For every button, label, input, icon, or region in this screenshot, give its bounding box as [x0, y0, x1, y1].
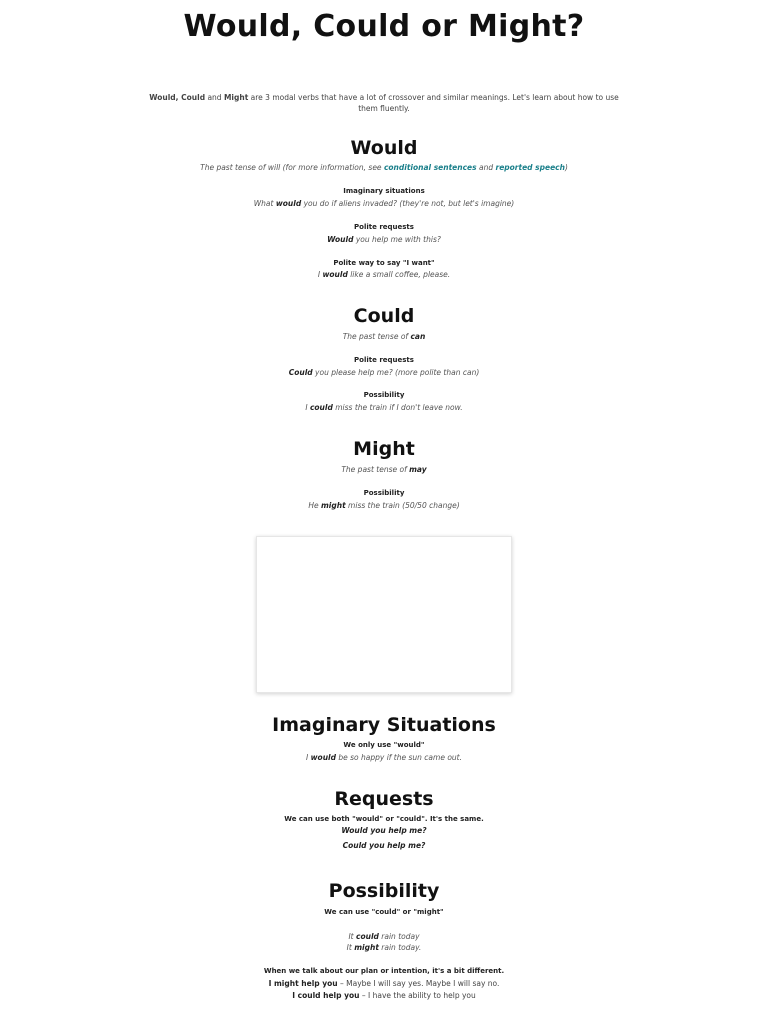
use-label: Possibility: [363, 391, 405, 399]
use-label: We can use "could" or "might": [324, 908, 444, 916]
ex-keyword: Would: [327, 235, 354, 244]
section-heading-requests: Requests: [334, 788, 434, 810]
example-sentence: [0, 501, 768, 510]
ex-keyword: I could help you: [292, 991, 360, 1000]
example-sentence: [0, 991, 768, 1000]
def-text: The past tense of: [341, 465, 410, 474]
section-heading-might: Might: [353, 438, 415, 460]
ex-text: miss the train (50/50 change): [345, 501, 460, 510]
intro-word-would: Would: [149, 93, 176, 102]
example-sentence: [0, 979, 768, 988]
ex-keyword: I might help you: [268, 979, 338, 988]
def-text: and: [476, 163, 496, 172]
intention-note: When we talk about our plan or intention, it's a bit different.: [263, 967, 505, 975]
ex-text: – Maybe I will say yes. Maybe I will say no.: [337, 979, 500, 988]
section-heading-would: Would: [350, 137, 418, 159]
ex-text: you help me with this?: [353, 235, 441, 244]
use-label: We can use both "would" or "could". It's the same.: [284, 815, 484, 823]
example-sentence: [0, 403, 768, 412]
ex-keyword: could: [309, 403, 333, 412]
would-definition: [0, 163, 768, 172]
use-label: Polite way to say "I want": [333, 259, 435, 267]
ex-text: It: [348, 932, 357, 941]
intro-paragraph: [144, 92, 624, 114]
ex-text: miss the train if I don't leave now.: [332, 403, 463, 412]
use-label: Polite requests: [354, 356, 414, 364]
would-heading-wrap: [0, 138, 768, 158]
ex-keyword: would: [275, 199, 302, 208]
use-label: We only use "would": [343, 741, 425, 749]
ex-text: be so happy if the sun came out.: [335, 753, 462, 762]
section-heading-could: Could: [353, 305, 415, 327]
use-label: Polite requests: [354, 223, 414, 231]
def-keyword: may: [409, 465, 427, 474]
reported-speech-link[interactable]: reported speech: [495, 163, 565, 172]
ex-text: like a small coffee, please.: [347, 270, 451, 279]
ex-text: rain today.: [378, 943, 422, 952]
example-sentence: [0, 270, 768, 279]
ex-keyword: Could: [288, 368, 313, 377]
def-text: ): [564, 163, 568, 172]
intro-sep: ,: [175, 93, 182, 102]
possibility-heading-wrap: [0, 880, 768, 902]
intro-text: are 3 modal verbs that have a lot of crossover and similar meanings. Let's learn about how to use them fluently.: [248, 93, 619, 113]
intro-sep: and: [205, 93, 224, 102]
ex-text: rain today: [378, 932, 420, 941]
might-heading-wrap: [0, 439, 768, 459]
ex-text: He: [308, 501, 321, 510]
ex-text: It: [346, 943, 355, 952]
example-sentence: [0, 368, 768, 377]
example-sentence: Would you help me?: [341, 826, 427, 835]
example-sentence: [0, 943, 768, 952]
could-definition: [0, 332, 768, 341]
ex-keyword: might: [320, 501, 346, 510]
conditional-sentences-link[interactable]: conditional sentences: [383, 163, 477, 172]
def-text: The past tense of: [342, 332, 411, 341]
ex-text: I: [305, 403, 310, 412]
embedded-video-frame[interactable]: [256, 536, 512, 693]
ex-keyword: could: [356, 932, 379, 941]
example-sentence: Could you help me?: [342, 841, 426, 850]
example-sentence: [0, 753, 768, 762]
section-heading-imaginary-situations: Imaginary Situations: [272, 714, 496, 736]
might-definition: [0, 465, 768, 474]
could-heading-wrap: [0, 306, 768, 326]
imaginary-heading-wrap: [0, 714, 768, 736]
ex-text: I: [317, 270, 323, 279]
use-label: Imaginary situations: [343, 187, 425, 195]
ex-keyword: would: [322, 270, 348, 279]
intro-word-could: Could: [181, 93, 206, 102]
intro-word-might: Might: [223, 93, 249, 102]
example-sentence: [0, 199, 768, 208]
requests-heading-wrap: [0, 788, 768, 810]
ex-text: you please help me? (more polite than can): [312, 368, 480, 377]
def-keyword: can: [410, 332, 426, 341]
ex-keyword: would: [310, 753, 336, 762]
title-block: [0, 9, 768, 44]
section-heading-possibility: Possibility: [328, 880, 440, 902]
ex-text: I: [306, 753, 311, 762]
ex-keyword: might: [354, 943, 379, 952]
def-text: The past tense of will (for more information, see: [200, 163, 384, 172]
page-title: Would, Could or Might?: [183, 9, 585, 44]
ex-text: What: [253, 199, 276, 208]
example-sentence: [0, 235, 768, 244]
ex-text: – I have the ability to help you: [359, 991, 476, 1000]
example-sentence: [0, 932, 768, 941]
ex-text: you do if aliens invaded? (they're not, but let's imagine): [301, 199, 515, 208]
use-label: Possibility: [363, 489, 405, 497]
